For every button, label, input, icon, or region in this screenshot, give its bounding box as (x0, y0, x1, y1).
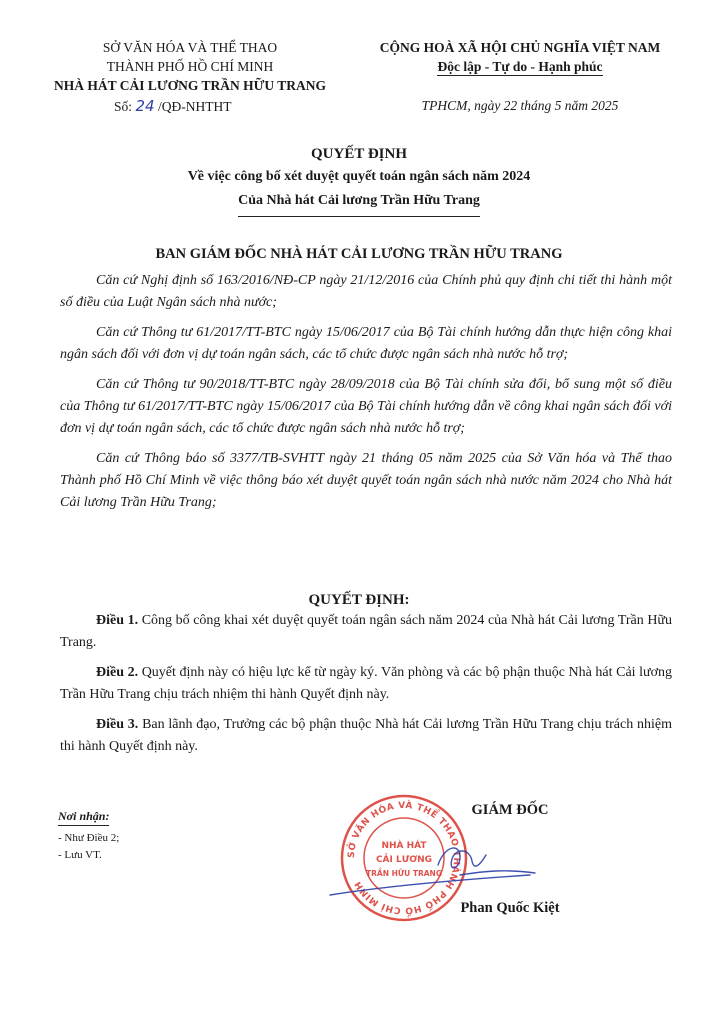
signer-name: Phan Quốc Kiệt (460, 900, 560, 916)
document-type: QUYẾT ĐỊNH (311, 146, 407, 162)
nation-name: CỘNG HOÀ XÃ HỘI CHỦ NGHĨA VIỆT NAM (379, 40, 661, 55)
place-date: TPHCM, ngày 22 tháng 5 năm 2025 (421, 98, 619, 113)
article-label: Điều 3. (96, 717, 139, 732)
document-number (30, 97, 350, 116)
issuing-agency-header (30, 38, 350, 116)
number-suffix: /QĐ-NHTHT (158, 99, 232, 114)
article (60, 610, 672, 654)
seal-ring-text: SỞ VĂN HÓA VÀ THỂ THAO THÀNH PHỐ HỒ CHÍ MINH (346, 800, 462, 916)
article-label: Điều 1. (96, 613, 139, 628)
article (60, 662, 672, 706)
document-subject: Về việc công bố xét duyệt quyết toán ngân sách năm 2024 (187, 169, 531, 184)
legal-bases (60, 270, 672, 522)
seal-center-line1: NHÀ HÁT (381, 841, 427, 851)
seal-center-line2: CẢI LƯƠNG (375, 855, 433, 865)
handwritten-number: 24 (135, 97, 155, 115)
national-motto (350, 57, 690, 76)
legal-basis: Căn cứ Nghị định số 163/2016/NĐ-CP ngày 21/12/2016 của Chính phủ quy định chi tiết thi hành một số điều của Luật Ngân sách nhà nước; (60, 273, 672, 310)
document-unit: Của Nhà hát Cải lương Trần Hữu Trang (238, 189, 480, 217)
article (60, 714, 672, 758)
agency-name: NHÀ HÁT CẢI LƯƠNG TRẦN HỮU TRANG (53, 78, 327, 93)
issuing-authority: BAN GIÁM ĐỐC NHÀ HÁT CẢI LƯƠNG TRẦN HỮU TRANG (155, 246, 563, 262)
article-text: Ban lãnh đạo, Trưởng các bộ phận thuộc Nhà hát Cải lương Trần Hữu Trang chịu trách nhiệm thi hành Quyết định này. (60, 717, 672, 754)
seal-center-line3: TRẦN HỮU TRANG (366, 869, 442, 878)
decide-heading: QUYẾT ĐỊNH: (308, 592, 410, 608)
article-text: Công bố công khai xét duyệt quyết toán ngân sách năm 2024 của Nhà hát Cải lương Trần Hữu Trang. (60, 613, 673, 650)
recipients (58, 808, 119, 864)
article-text: Quyết định này có hiệu lực kể từ ngày ký. Văn phòng và các bộ phận thuộc Nhà hát Cải lương Trần Hữu Trang chịu trách nhiệm thi hành Quyết định này. (60, 665, 673, 702)
recipients-label: Nơi nhận: (58, 808, 109, 826)
signer-title: GIÁM ĐỐC (471, 802, 549, 818)
articles (60, 610, 672, 766)
motto-text: Độc lập - Tự do - Hạnh phúc (437, 59, 603, 74)
recipient-item: - Như Điều 2; (58, 832, 120, 844)
agency-parent-line2: THÀNH PHỐ HỒ CHÍ MINH (106, 59, 274, 74)
legal-basis: Căn cứ Thông tư 61/2017/TT-BTC ngày 15/06/2017 của Bộ Tài chính hướng dẫn thực hiện công khai ngân sách đối với đơn vị dự toán ngân sách, các tổ chức được ngân sách nhà nước hỗ trợ; (60, 325, 672, 362)
document-title-block (0, 143, 718, 217)
number-prefix: Số: (114, 99, 133, 114)
handwritten-signature-icon (320, 835, 550, 905)
recipient-item: - Lưu VT. (58, 849, 102, 861)
legal-basis: Căn cứ Thông báo số 3377/TB-SVHTT ngày 21 tháng 05 năm 2025 của Sở Văn hóa và Thể thao Thành phố Hồ Chí Minh về việc thông báo xét duyệt quyết toán ngân sách nhà nước năm 2024 cho Nhà hát Cải lương Trần Hữu Trang; (60, 451, 672, 510)
national-header (350, 38, 690, 115)
agency-parent-line1: SỞ VĂN HÓA VÀ THỂ THAO (102, 40, 278, 55)
legal-basis: Căn cứ Thông tư 90/2018/TT-BTC ngày 28/09/2018 của Bộ Tài chính sửa đổi, bổ sung một số điều của Thông tư 61/2017/TT-BTC ngày 15/06/2017 của Bộ Tài chính hướng dẫn về công khai ngân sách đối với đơn vị dự toán ngân sách, các tổ chức được ngân sách nhà nước hỗ trợ; (60, 377, 672, 436)
article-label: Điều 2. (96, 665, 139, 680)
